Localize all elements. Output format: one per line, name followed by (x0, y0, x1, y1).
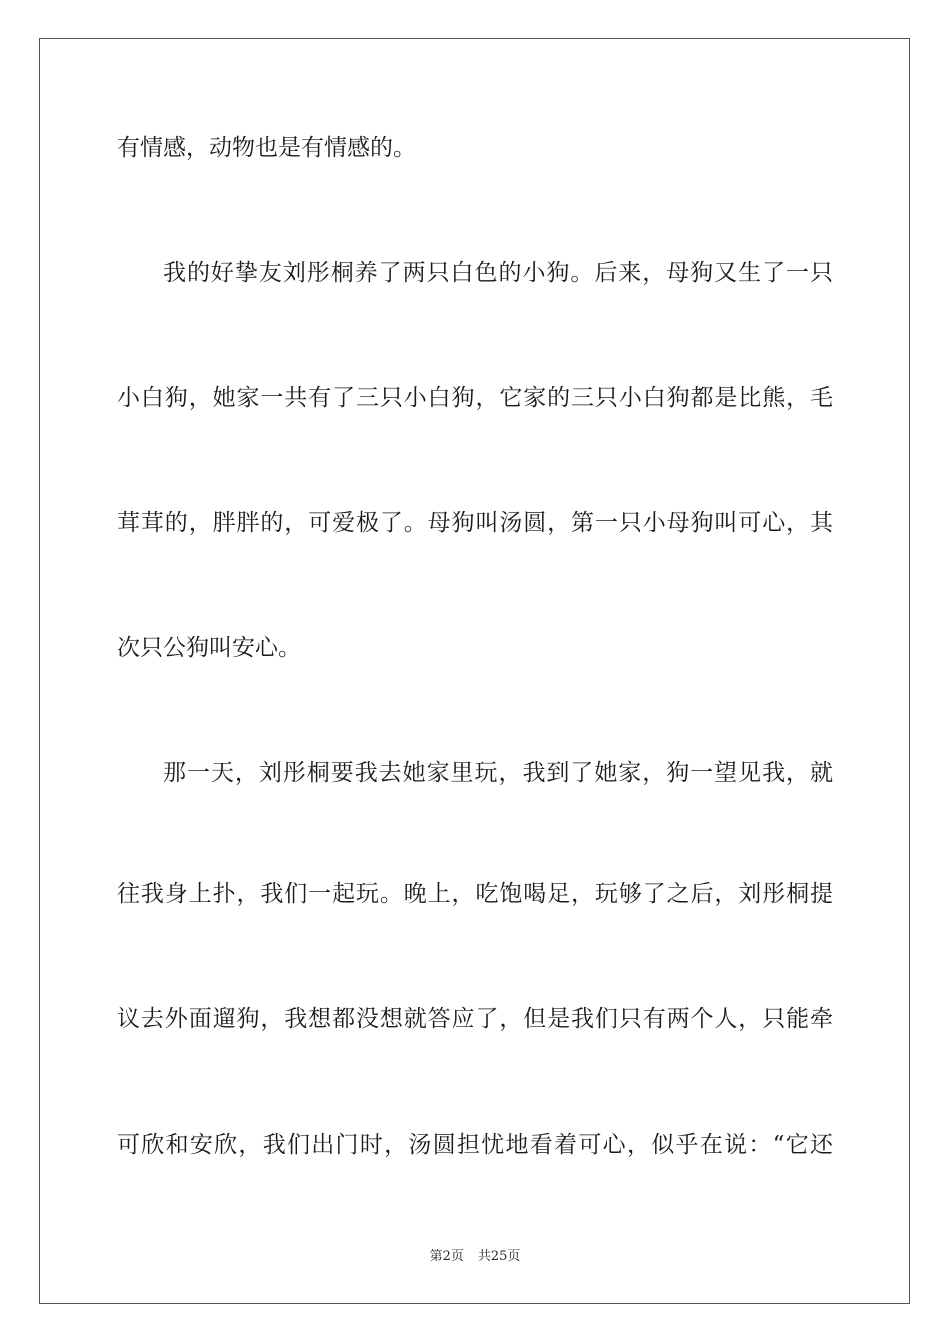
text-line-4: 茸茸的，胖胖的，可爱极了。母狗叫汤圆，第一只小母狗叫可心，其 (117, 510, 833, 536)
text-line-8: 议去外面遛狗，我想都没想就答应了，但是我们只有两个人，只能牵 (117, 1006, 833, 1032)
page-total: 共25页 (477, 1249, 521, 1264)
text-line-3: 小白狗，她家一共有了三只小白狗，它家的三只小白狗都是比熊，毛 (117, 385, 833, 411)
page-border (39, 38, 910, 1304)
text-line-6: 那一天，刘彤桐要我去她家里玩，我到了她家，狗一望见我，就 (163, 760, 833, 786)
text-line-1: 有情感，动物也是有情感的。 (117, 135, 416, 161)
text-line-2: 我的好挚友刘彤桐养了两只白色的小狗。后来，母狗又生了一只 (163, 260, 833, 286)
page-footer (0, 1248, 950, 1266)
text-line-5: 次只公狗叫安心。 (117, 635, 301, 661)
page-number: 第2页 (429, 1249, 464, 1264)
text-line-7: 往我身上扑，我们一起玩。晚上，吃饱喝足，玩够了之后，刘彤桐提 (117, 881, 833, 907)
text-line-9: 可欣和安欣，我们出门时，汤圆担忧地看着可心，似乎在说：“它还 (117, 1132, 833, 1158)
